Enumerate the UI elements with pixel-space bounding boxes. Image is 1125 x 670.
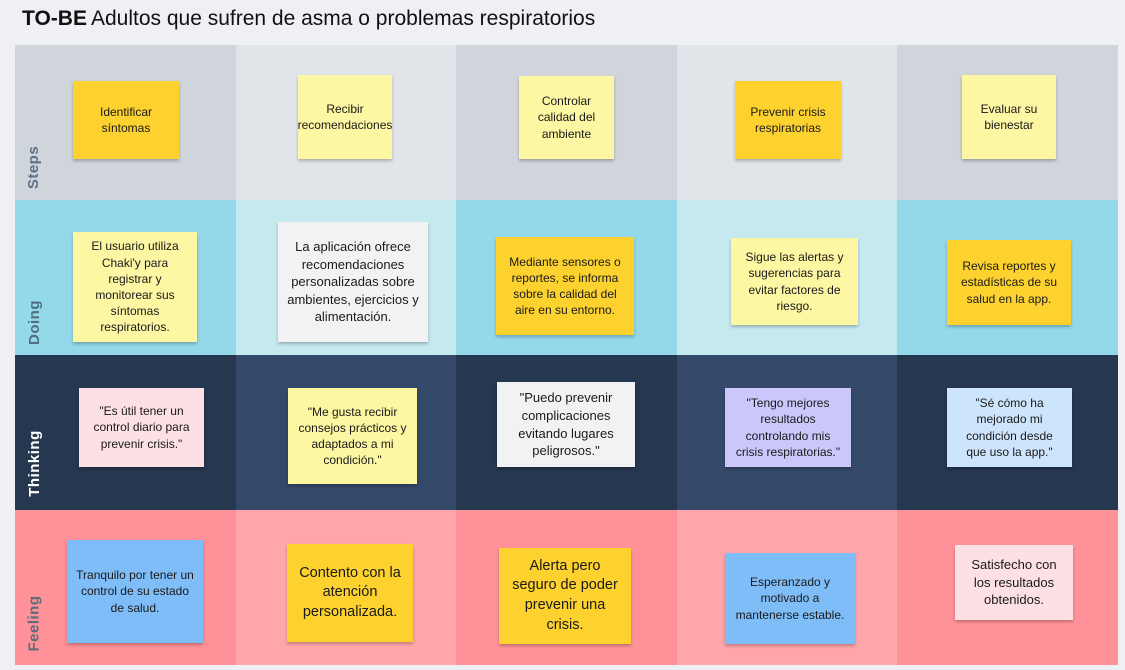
sticky-note-text: Evaluar su bienestar (980, 101, 1038, 132)
sticky-note-text: El usuario utiliza Chaki'y para registrar y monitorear sus síntomas respiratorios. (91, 239, 179, 335)
sticky-note-text: Identificar síntomas (99, 104, 153, 135)
title-prefix: TO-BE (22, 7, 87, 30)
sticky-note-text: Satisfecho con los resultados obtenidos. (971, 557, 1057, 608)
journey-map-board (15, 45, 1118, 665)
sticky-note-thinking-tengo-mejores-resultados-controlando-mis[interactable] (725, 388, 851, 467)
sticky-note-steps-controlar-calidad-del-ambiente[interactable] (519, 76, 614, 159)
sticky-note-thinking-puedo-prevenir-complicaciones-evitando-l[interactable] (497, 382, 635, 467)
board-title (22, 7, 595, 31)
row-label-steps (15, 45, 53, 200)
sticky-note-feeling-esperanzado-y-motivado-a-mantenerse-esta[interactable] (725, 553, 855, 644)
sticky-note-feeling-contento-con-la-atencion-personalizada[interactable] (287, 544, 413, 642)
sticky-note-doing-revisa-reportes-y-estadisticas-de-su-sal[interactable] (947, 240, 1071, 325)
row-label-text-feeling: Feeling (25, 594, 43, 652)
row-label-doing (15, 200, 53, 355)
sticky-note-thinking-me-gusta-recibir-consejos-practicos-y-ad[interactable] (288, 388, 417, 484)
sticky-note-text: Alerta pero seguro de poder prevenir una crisis. (512, 557, 618, 633)
row-label-thinking (15, 355, 53, 510)
sticky-note-text: Tranquilo por tener un control de su estado de salud. (76, 568, 194, 615)
row-label-text-steps: Steps (25, 145, 43, 189)
sticky-note-doing-el-usuario-utiliza-chaki-y-para-registra[interactable] (73, 232, 197, 342)
sticky-note-steps-recibir-recomendaciones[interactable] (298, 75, 392, 159)
sticky-note-text: "Tengo mejores resultados controlando mis crisis respiratorias." (735, 396, 841, 459)
row-label-feeling (15, 510, 53, 665)
sticky-note-text: "Me gusta recibir consejos prácticos y adaptados a mi condición." (298, 404, 407, 468)
sticky-note-text: Sigue las alertas y sugerencias para evitar factores de riesgo. (745, 250, 844, 313)
row-label-text-thinking: Thinking (25, 430, 43, 497)
sticky-note-text: Controlar calidad del ambiente (537, 94, 596, 141)
sticky-note-doing-sigue-las-alertas-y-sugerencias-para-evi[interactable] (731, 238, 858, 325)
sticky-note-text: Mediante sensores o reportes, se informa sobre la calidad del aire en su entorno. (509, 254, 621, 318)
sticky-note-text: Esperanzado y motivado a mantenerse estable. (735, 575, 845, 622)
row-label-text-doing: Doing (25, 299, 43, 345)
sticky-note-text: "Sé cómo ha mejorado mi condición desde que uso la app." (966, 396, 1053, 459)
sticky-note-steps-prevenir-crisis-respiratorias[interactable] (735, 81, 841, 159)
sticky-note-feeling-satisfecho-con-los-resultados-obtenidos[interactable] (955, 545, 1073, 620)
sticky-note-thinking-es-util-tener-un-control-diario-para-pre[interactable] (79, 388, 204, 467)
sticky-note-feeling-alerta-pero-seguro-de-poder-prevenir-una[interactable] (499, 548, 631, 644)
sticky-note-text: La aplicación ofrece recomendaciones personalizadas sobre ambientes, ejercicios y alimentación. (287, 239, 419, 325)
sticky-note-text: Contento con la atención personalizada. (299, 564, 401, 620)
sticky-note-text: "Es útil tener un control diario para prevenir crisis." (93, 404, 190, 451)
sticky-note-feeling-tranquilo-por-tener-un-control-de-su-est[interactable] (67, 540, 203, 643)
sticky-note-text: Recibir recomendaciones (297, 101, 393, 132)
sticky-note-text: Revisa reportes y estadísticas de su salud en la app. (960, 259, 1058, 306)
sticky-note-text: Prevenir crisis respiratorias (750, 104, 826, 135)
sticky-note-steps-identificar-sintomas[interactable] (73, 81, 179, 159)
sticky-note-steps-evaluar-su-bienestar[interactable] (962, 75, 1056, 159)
sticky-note-text: "Puedo prevenir complicaciones evitando lugares peligrosos." (518, 390, 614, 459)
sticky-note-doing-mediante-sensores-o-reportes-se-informa-[interactable] (496, 237, 634, 335)
sticky-note-doing-la-aplicacion-ofrece-recomendaciones-per[interactable] (278, 222, 428, 342)
sticky-note-thinking-se-como-ha-mejorado-mi-condicion-desde-q[interactable] (947, 388, 1072, 467)
title-text: Adultos que sufren de asma o problemas respiratorios (90, 7, 596, 30)
